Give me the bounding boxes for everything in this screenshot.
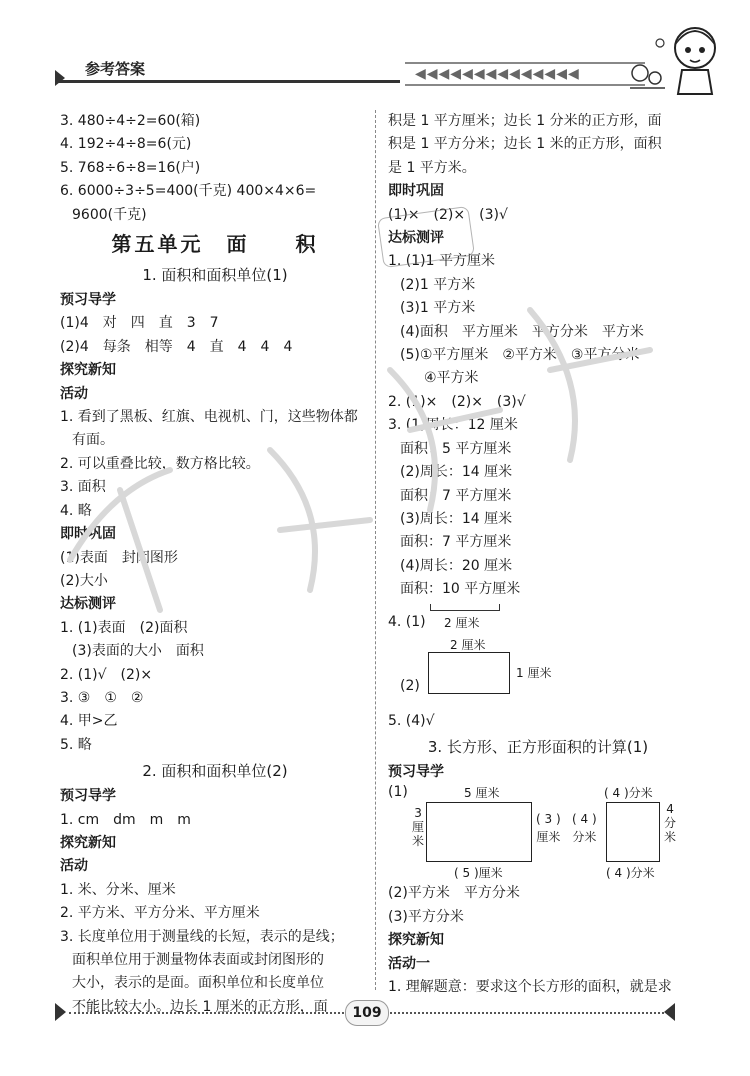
answer-line: 1. 看到了黑板、红旗、电视机、门，这些物体都 [60,409,358,426]
subheading: 预习导学 [60,292,116,309]
q4-2-label: (2) [400,677,420,694]
square-right-label: 4 分 米 [664,802,677,845]
subheading: 探究新知 [60,362,116,379]
subheading: 预习导学 [60,788,116,805]
section-title: 2. 面积和面积单位(2) [142,762,288,781]
answer-line: (2)周长：14 厘米 [400,464,513,481]
answer-line: 不能比较大小。边长 1 厘米的正方形，面 [72,998,328,1015]
answer-line: (3)周长：14 厘米 [400,510,513,527]
answer-line: (4)周长：20 厘米 [400,557,513,574]
answer-line: 积是 1 平方分米；边长 1 米的正方形，面积 [388,136,662,153]
left-column [60,110,370,1019]
answer-line: 是 1 平方米。 [388,159,476,176]
subheading: 活动 [60,858,88,875]
answer-line: 5. (4)√ [388,712,435,729]
square-left-label: ( 4 ) 分米 [572,812,597,845]
answer-line: 3. 480÷4÷2=60(箱) [60,113,201,129]
subheading: 预习导学 [388,763,444,780]
rect-right-label: ( 3 ) 厘米 [536,812,561,845]
section-title: 3. 长方形、正方形面积的计算(1) [427,737,649,756]
answer-line: (2)平方米 平方分米 [388,885,520,902]
rectangle-shape [428,652,510,694]
header-rule [55,80,400,83]
answer-line: 5. 略 [60,736,92,753]
answer-line: (3)表面的大小 面积 [72,643,204,660]
answer-line: 2. 可以重叠比较，数方格比较。 [60,455,260,472]
unit-title: 第五单元 面 积 [111,232,319,257]
page-number: 109 [345,1000,389,1026]
answer-line: 面积：5 平方厘米 [400,440,512,457]
answer-line: (5)①平方厘米 ②平方米 ③平方分米 [400,347,640,364]
answer-line: (3)1 平方米 [400,300,476,317]
q4-1-diagram [388,602,688,636]
square-bottom-label: ( 4 )分米 [606,866,655,881]
rect-side-length: 1 厘米 [516,665,552,680]
answer-line: 4. 略 [60,502,92,519]
header-triangle-icon [55,70,65,86]
answer-line: 面积：7 平方厘米 [400,534,512,551]
area-diagram [388,784,688,882]
subheading: 活动 [60,385,88,402]
answer-line: (2)4 每条 相等 4 直 4 4 4 [60,338,293,355]
rectangle-shape [426,802,532,862]
mascot-girl-icon [620,18,730,98]
subheading: 探究新知 [60,834,116,851]
rect-top-label: 5 厘米 [464,786,500,801]
answer-line: 2. 平方米、平方分米、平方厘米 [60,905,260,922]
rect-bottom-label: ( 5 )厘米 [454,866,503,881]
answer-line: 1. (1)1 平方厘米 [388,253,495,270]
answer-line: 2. (1)× (2)× (3)√ [388,393,526,410]
answer-line: 3. ③ ① ② [60,689,144,706]
header-label: 参考答案 [85,60,146,78]
subheading: 即时巩固 [60,526,116,543]
subheading: 即时巩固 [388,183,444,200]
answer-line: 1. 米、分米、厘米 [60,881,176,898]
answer-line: 3. 长度单位用于测量线的长短，表示的是线； [60,928,344,945]
segment-brace [430,604,500,611]
answer-line: 2. (1)√ (2)× [60,666,153,683]
segment-length: 2 厘米 [444,615,480,630]
answer-line: (1)4 对 四 直 3 7 [60,315,219,332]
answer-line: ④平方米 [424,370,479,387]
answer-line: 9600(千克) [72,206,147,223]
answer-line: (2)1 平方米 [400,276,476,293]
section-title: 1. 面积和面积单位(1) [142,266,288,285]
answer-line: 积是 1 平方厘米；边长 1 分米的正方形，面 [388,113,662,129]
answer-line: (2)大小 [60,572,108,589]
subheading: 达标测评 [60,596,116,613]
answer-line: 5. 768÷6÷8=16(户) [60,159,201,176]
column-divider [375,110,376,990]
square-top-label: ( 4 )分米 [604,786,653,801]
page-footer [55,998,675,1028]
subheading: 活动一 [388,955,430,972]
answer-line: 1. (1)表面 (2)面积 [60,619,188,636]
footer-left-triangle-icon [55,1003,66,1021]
square-shape [606,802,660,862]
answer-line: 3. 面积 [60,479,106,496]
answer-line: 有面。 [72,432,114,449]
answer-line: 面积单位用于测量物体表面或封闭图形的 [72,952,324,968]
answer-line: 面积：10 平方厘米 [400,581,521,598]
answer-line: 6. 6000÷3÷5=400(千克) 400×4×6= [60,183,317,200]
answer-line: 4. 甲>乙 [60,713,118,730]
answer-line: (3)平方分米 [388,908,464,925]
answer-line: (1)表面 封闭图形 [60,549,178,566]
subheading: 达标测评 [388,230,444,247]
answer-line: 1. 理解题意：要求这个长方形的面积，就是求 [388,978,672,995]
rect-left-label: 3 厘 米 [412,806,425,849]
subheading: 探究新知 [388,932,444,949]
header-arrows-icon: ◀◀◀◀◀◀◀◀◀◀◀◀◀◀ [415,66,580,82]
answer-line: 4. 192÷4÷8=6(元) [60,136,192,153]
rect-top-length: 2 厘米 [450,637,486,652]
answer-line: (1)× (2)× (3)√ [388,206,508,223]
diagram-label: (1) [388,784,408,801]
answer-line: 3. (1)周长：12 厘米 [388,417,518,434]
q4-1-label: 4. (1) [388,613,426,630]
q4-2-diagram [388,636,688,710]
page-header [55,52,655,92]
answer-line: 面积：7 平方厘米 [400,487,512,504]
answer-line: 1. cm dm m m [60,811,191,828]
answer-line: 大小，表示的是面。面积单位和长度单位 [72,975,324,992]
answer-line: (4)面积 平方厘米 平方分米 平方米 [400,323,644,340]
footer-right-triangle-icon [664,1003,675,1021]
